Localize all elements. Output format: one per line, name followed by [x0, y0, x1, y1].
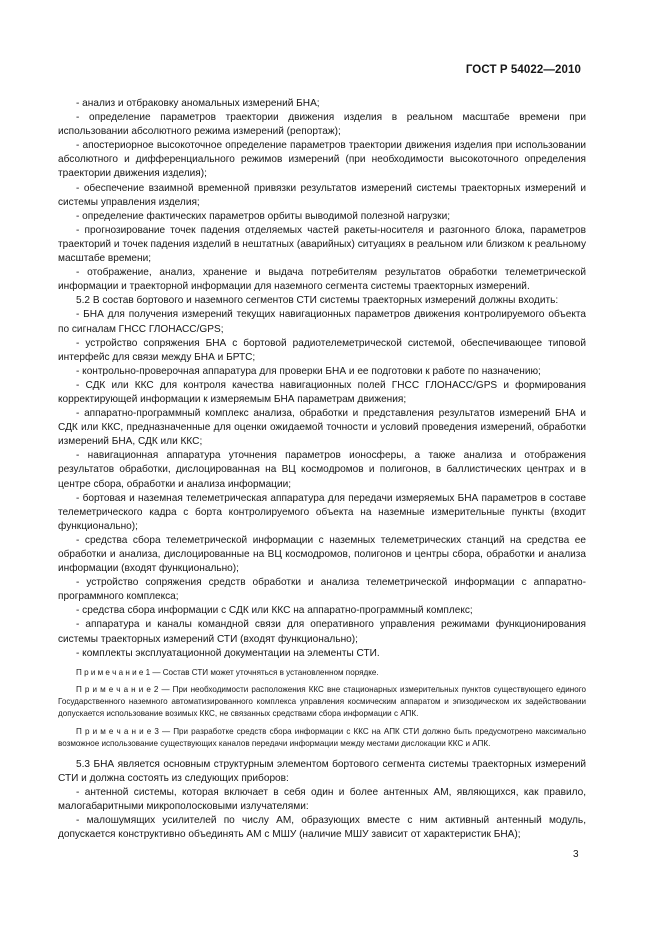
- list-item: - отображение, анализ, хранение и выдача потребителям результатов обработки телеметрической информации и траекторной информации для наземного сегмента системы траекторных измерений.: [58, 267, 586, 293]
- list-item: - контрольно-проверочная аппаратура для проверки БНА и ее подготовки к работе по назначению;: [76, 365, 541, 377]
- list-item: - устройство сопряжения БНА с бортовой радиотелеметрической системой, обеспечивающее типовой интерфейс для связи между БНА и БРТС;: [58, 337, 586, 363]
- list-item: - обеспечение взаимной временной привязки результатов измерений системы траекторных измерений и системы управления изделия;: [58, 182, 586, 208]
- list-item: - навигационная аппаратура уточнения параметров ионосферы, а также анализа и отображения результатов обработки, дислоцированная на ВЦ космодромов и полигонов, в баллистических центрах и в центре сбора, обработки и анализа информации;: [58, 450, 586, 490]
- list-item: - определение фактических параметров орбиты выводимой полезной нагрузки;: [76, 210, 451, 222]
- list-item: - аппаратура и каналы командной связи для оперативного управления режимами функционирования системы траекторных измерений СТИ (входят функционально);: [58, 619, 586, 645]
- list-item: - СДК или ККС для контроля качества навигационных полей ГНСС ГЛОНАСС/GPS и формирования корректирующей информации к измеряемым БНА параметрам движения;: [58, 379, 586, 405]
- document-body: [58, 97, 586, 843]
- list-item: - анализ и отбраковку аномальных измерений БНА;: [76, 98, 320, 109]
- note-2: П р и м е ч а н и е 2 — При необходимости расположения ККС вне стационарных измерительных пунктов существующего единого Государственного наземного автоматизированного комплекса управления космическим аппаратом и эпизодическом их задействовании допускается использование возимых ККС, не связанных средствами сбора информации с АПК.: [58, 684, 586, 719]
- page-number: 3: [573, 849, 579, 860]
- section-paragraph: 5.3 БНА является основным структурным элементом бортового сегмента системы траекторных измерений СТИ и должна состоять из следующих приборов:: [58, 758, 586, 785]
- list-item: - определение параметров траектории движения изделия в реальном масштабе времени при использовании абсолютного режима измерений (репортаж);: [58, 112, 586, 138]
- list-item: - апостериорное высокоточное определение параметров траектории движения изделия при использовании абсолютного и дифференциального режимов измерений (при необходимости высокоточного определения траектории движения изделия);: [58, 140, 586, 180]
- list-item: - средства сбора телеметрической информации с наземных телеметрических станций на средства ее обработки и анализа, дислоцированные на ВЦ космодромов, полигонов и центры сбора, обработки и анализа информации (входят функционально);: [58, 534, 586, 575]
- list-item: - БНА для получения измерений текущих навигационных параметров движения контролируемого объекта по сигналам ГНСС ГЛОНАСС/GPS;: [58, 309, 586, 335]
- note-3: П р и м е ч а н и е 3 — При разработке средств сбора информации с ККС на АПК СТИ должно быть предусмотрено максимально возможное использование существующих каналов передачи информации между местами дислокации ККС и АПК.: [58, 726, 586, 748]
- list-item: - комплекты эксплуатационной документации на элементы СТИ.: [76, 647, 380, 659]
- list-item: - бортовая и наземная телеметрическая аппаратура для передачи измеряемых БНА параметров в составе телеметрического кадра с борта контролируемого объекта на наземные измерительные пункты (входит функционально);: [58, 492, 586, 532]
- list-item: - малошумящих усилителей по числу АМ, образующих вместе с ним активный антенный модуль, допускается конструктивно объединять АМ с МШУ (наличие МШУ зависит от характеристик БНА);: [58, 815, 586, 841]
- list-item: - устройство сопряжения средств обработки и анализа телеметрической информации с аппаратно-программного комплекса;: [58, 577, 586, 603]
- note-1: П р и м е ч а н и е 1 — Состав СТИ может уточняться в установленном порядке.: [76, 667, 379, 677]
- list-item: - прогнозирование точек падения отделяемых частей ракеты-носителя и разгонного блока, параметров траекторий и точек падения изделий в нештатных (аварийных) ситуациях в реальном или близком к реальному масштабе времени;: [58, 224, 586, 265]
- document-header: ГОСТ Р 54022—2010: [465, 64, 581, 76]
- list-item: - антенной системы, которая включает в себя один и более антенных АМ, являющихся, как правило, малогабаритными микрополосковыми излучателями:: [58, 787, 586, 813]
- list-item: - средства сбора информации с СДК или ККС на аппаратно-программный комплекс;: [76, 605, 473, 617]
- section-paragraph: 5.2 В состав бортового и наземного сегментов СТИ системы траекторных измерений должны входить:: [76, 295, 559, 307]
- list-item: - аппаратно-программный комплекс анализа, обработки и представления результатов измерений БНА и СДК или ККС, предназначенные для оценки ожидаемой точности и условий проведения измерений, обработки измерений БНА, СДК или ККС;: [58, 408, 586, 448]
